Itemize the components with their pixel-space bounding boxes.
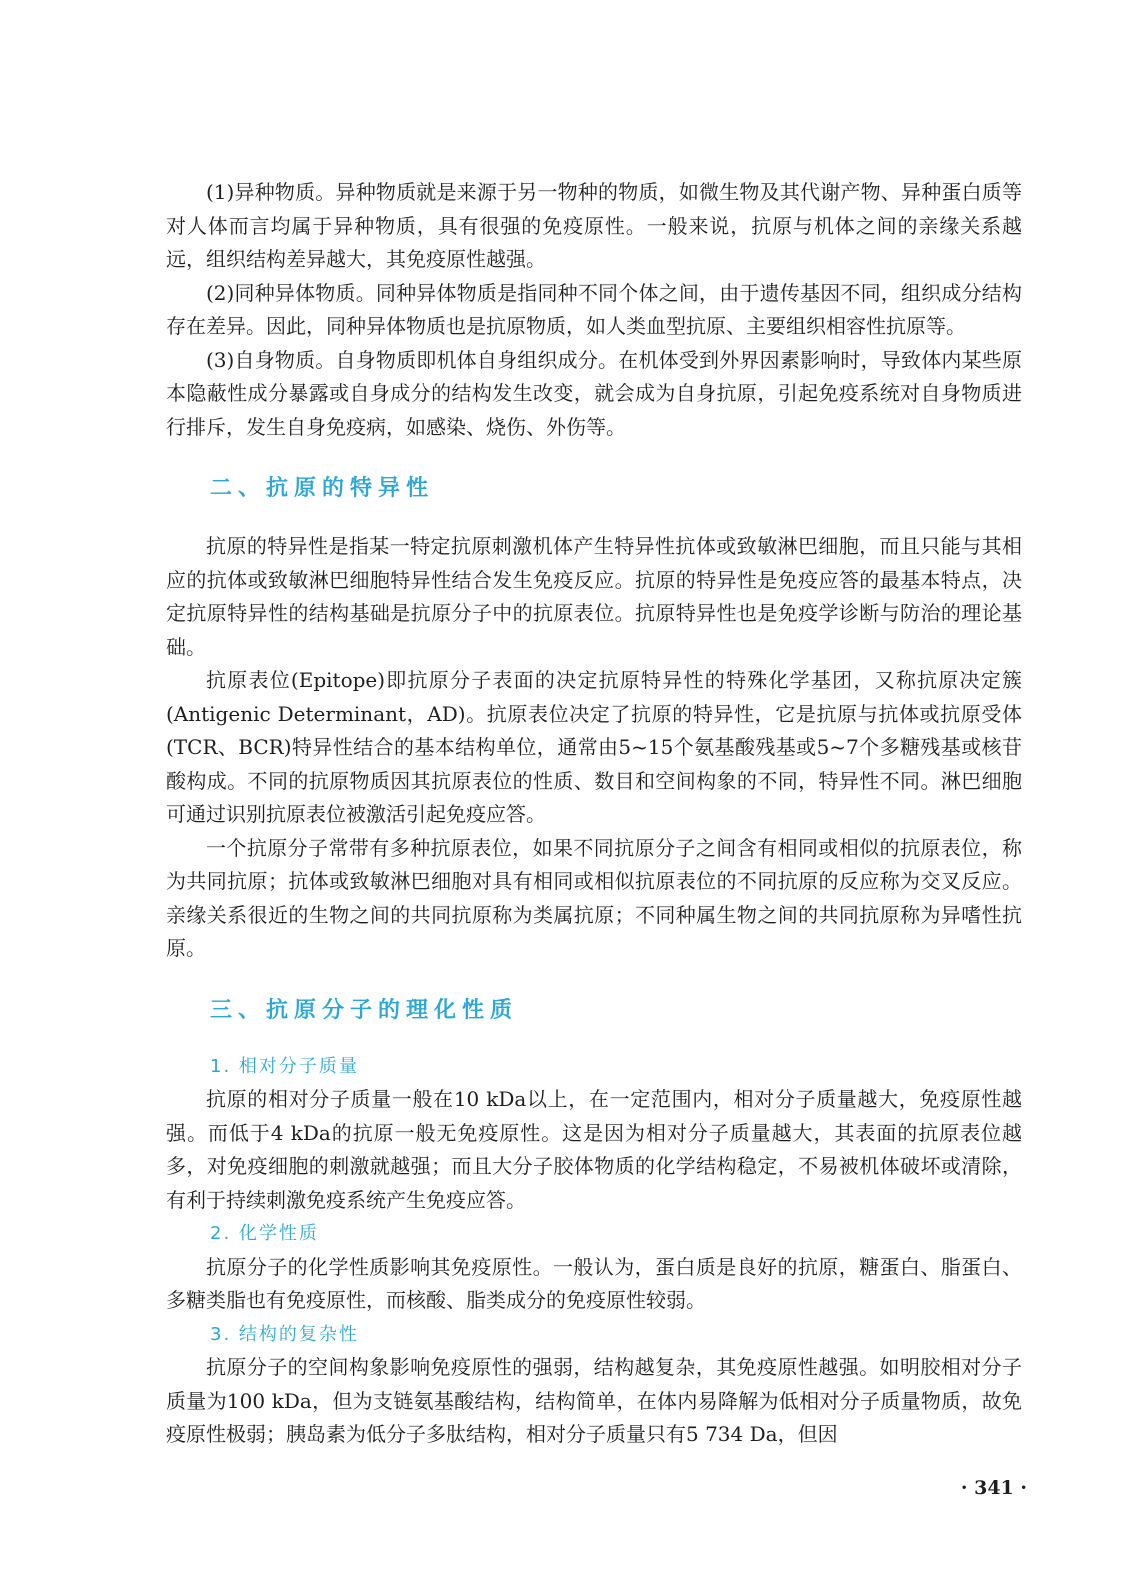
- paragraph-structural-complexity: 抗原分子的空间构象影响免疫原性的强弱，结构越复杂，其免疫原性越强。如明胶相对分子质量为100 kDa，但为支链氨基酸结构，结构简单，在体内易降解为低相对分子质量物质，故免疫原性极弱；胰岛素为低分子多肽结构，相对分子质量只有5 734 Da，但因: [166, 1355, 1022, 1446]
- subheading-chemical-nature: 2. 化学性质: [210, 1223, 319, 1244]
- subheading-structural-complexity: 3. 结构的复杂性: [210, 1323, 359, 1345]
- page-body: [166, 176, 1022, 1452]
- paragraph-specificity-definition: 抗原的特异性是指某一特定抗原刺激机体产生特异性抗体或致敏淋巴细胞，而且只能与其相应的抗体或致敏淋巴细胞特异性结合发生免疫反应。抗原的特异性是免疫应答的最基本特点，决定抗原特异性的结构基础是抗原分子中的抗原表位。抗原特异性也是免疫学诊断与防治的理论基础。: [166, 534, 1022, 659]
- paragraph-chemical-nature: 抗原分子的化学性质影响其免疫原性。一般认为，蛋白质是良好的抗原，糖蛋白、脂蛋白、多糖类脂也有免疫原性，而核酸、脂类成分的免疫原性较弱。: [166, 1254, 1022, 1312]
- subheading-molecular-weight: 1. 相对分子质量: [210, 1055, 359, 1077]
- paragraph-epitope: 抗原表位(Epitope)即抗原分子表面的决定抗原特异性的特殊化学基团，又称抗原决定簇(Antigenic Determinant，AD)。抗原表位决定了抗原的特异性，它是抗原与抗体或抗原受体(TCR、BCR)特异性结合的基本结构单位，通常由5~15个氨基酸残基或5~7个多糖残基或核苷酸构成。不同的抗原物质因其抗原表位的性质、数目和空间构象的不同，特异性不同。淋巴细胞可通过识别抗原表位被激活引起免疫应答。: [166, 668, 1022, 826]
- paragraph-xenogeneic: (1)异种物质。异种物质就是来源于另一物种的物质，如微生物及其代谢产物、异种蛋白质等对人体而言均属于异种物质，具有很强的免疫原性。一般来说，抗原与机体之间的亲缘关系越远，组织结构差异越大，其免疫原性越强。: [166, 180, 1022, 271]
- paragraph-autologous: (3)自身物质。自身物质即机体自身组织成分。在机体受到外界因素影响时，导致体内某些原本隐蔽性成分暴露或自身成分的结构发生改变，就会成为自身抗原，引起免疫系统对自身物质进行排斥，发生自身免疫病，如感染、烧伤、外伤等。: [166, 347, 1022, 439]
- section-heading-physicochemical: 三、抗原分子的理化性质: [210, 997, 519, 1023]
- paragraph-common-antigen: 一个抗原分子常带有多种抗原表位，如果不同抗原分子之间含有相同或相似的抗原表位，称为共同抗原；抗体或致敏淋巴细胞对具有相同或相似抗原表位的不同抗原的反应称为交叉反应。亲缘关系很近的生物之间的共同抗原称为类属抗原；不同种属生物之间的共同抗原称为异嗜性抗原。: [166, 835, 1022, 960]
- paragraph-allogeneic: (2)同种异体物质。同种异体物质是指同种不同个体之间，由于遗传基因不同，组织成分结构存在差异。因此，同种异体物质也是抗原物质，如人类血型抗原、主要组织相容性抗原等。: [166, 280, 1022, 338]
- section-heading-specificity: 二、抗原的特异性: [210, 476, 435, 501]
- page-number: · 341 ·: [960, 1477, 1027, 1499]
- paragraph-molecular-weight: 抗原的相对分子质量一般在10 kDa以上，在一定范围内，相对分子质量越大，免疫原性越强。而低于4 kDa的抗原一般无免疫原性。这是因为相对分子质量越大，其表面的抗原表位越多，对免疫细胞的刺激就越强；而且大分子胶体物质的化学结构稳定，不易被机体破坏或清除，有利于持续刺激免疫系统产生免疫应答。: [166, 1087, 1022, 1212]
